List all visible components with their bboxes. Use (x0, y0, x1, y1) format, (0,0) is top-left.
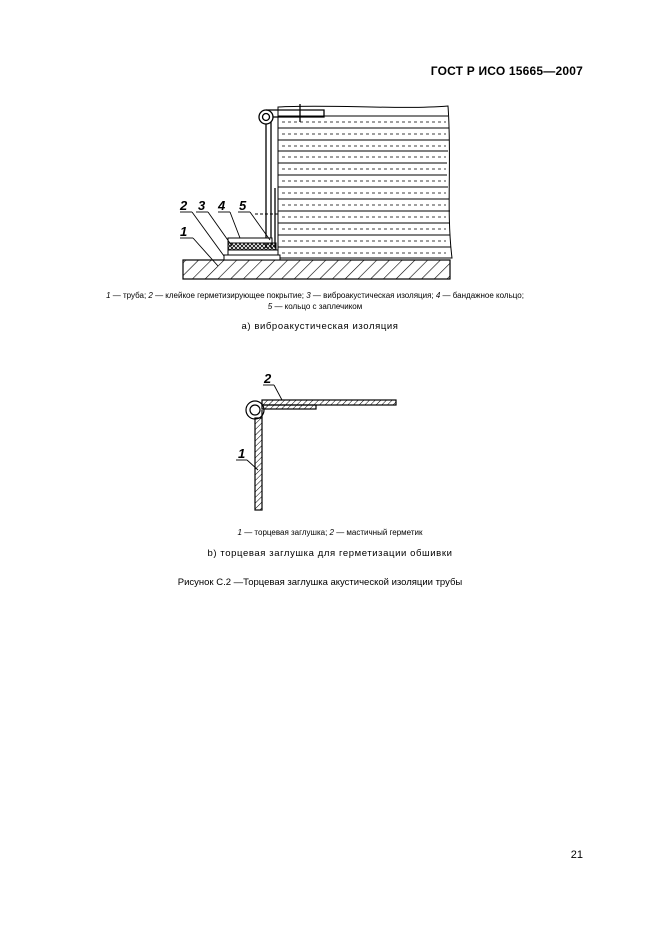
callout-1: 1 (180, 224, 188, 239)
legend-a-line-1 (60, 290, 570, 301)
figure-b-caption: b) торцевая заглушка для герметизации обшивки (207, 548, 453, 559)
callout-5: 5 (239, 198, 247, 213)
pipe-wall (183, 260, 450, 279)
insulation-layers (278, 106, 452, 258)
legend-num: 1 (237, 528, 242, 537)
callout-4: 4 (218, 198, 226, 213)
legend-num: 3 (306, 291, 311, 300)
figure-b-drawing (246, 400, 396, 510)
document-code-header: ГОСТ Р ИСО 15665—2007 (430, 64, 583, 78)
callout-3: 3 (198, 198, 206, 213)
legend-text: — торцевая заглушка; (241, 528, 330, 537)
page-number: 21 (570, 849, 583, 861)
legend-text: — виброакустическая изоляция; (310, 291, 436, 300)
legend-text: — труба; (110, 291, 149, 300)
figure-b-legend (130, 527, 530, 538)
figure-title: Рисунок С.2 —Торцевая заглушка акустической изоляции трубы (177, 577, 463, 588)
legend-text: — кольцо с заплечиком (272, 302, 363, 311)
legend-num: 1 (106, 291, 111, 300)
legend-num: 5 (267, 302, 273, 311)
callout-b-2: 2 (264, 371, 272, 386)
legend-num: 4 (435, 291, 441, 300)
legend-num: 2 (329, 528, 334, 537)
figure-a-legend (60, 290, 570, 312)
legend-text: — бандажное кольцо; (440, 291, 524, 300)
legend-num: 2 (148, 291, 153, 300)
legend-text: — клейкое герметизирующее покрытие; (152, 291, 307, 300)
figure-a-caption: а) виброакустическая изоляция (241, 321, 399, 332)
legend-a-line-2 (60, 301, 570, 312)
callout-2: 2 (180, 198, 188, 213)
callout-b-1: 1 (238, 446, 246, 461)
legend-text: — мастичный герметик (333, 528, 423, 537)
